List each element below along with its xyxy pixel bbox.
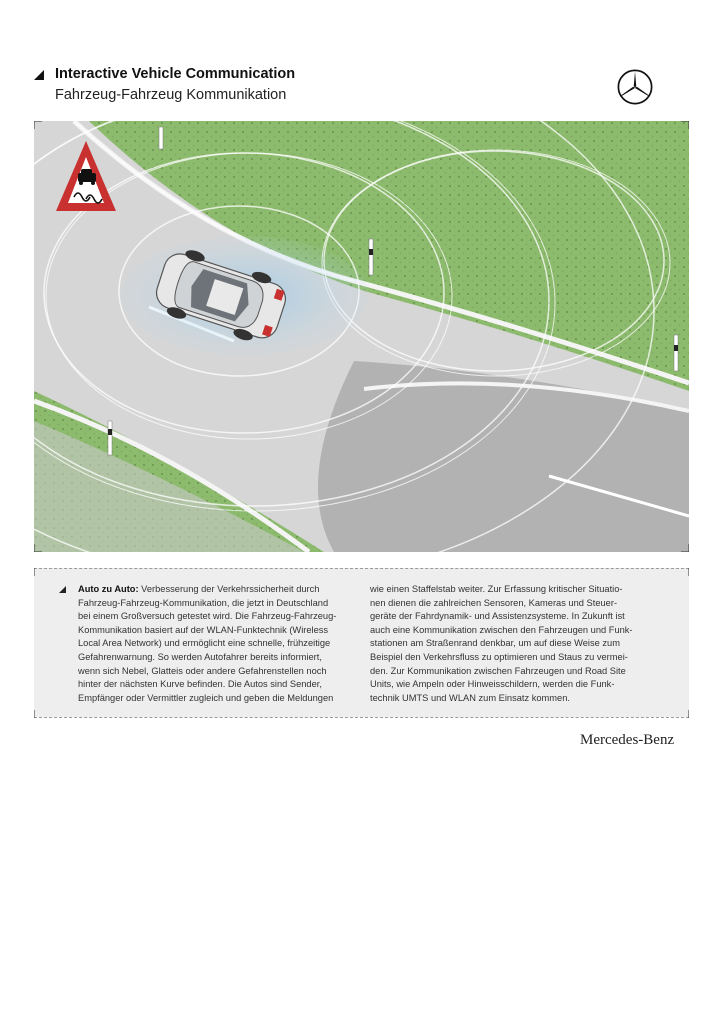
text-line: bei einem Großversuch getestet wird. Die Fahrzeug-Fahrzeug- (78, 611, 337, 622)
text-line (78, 583, 336, 597)
text-line: den. Zur Kommunikation zwischen Fahrzeugen und Road Site (370, 665, 626, 676)
divider (34, 568, 689, 569)
text-line: wie einen Staffelstab weiter. Zur Erfassung kritischer Situatio- (370, 584, 623, 594)
divider (34, 717, 689, 718)
text-line: Local Area Network) und ermöglicht eine schnelle, frühzeitige (78, 638, 331, 649)
text-line: hinter der nächsten Kurve befinden. Die Autos sind Sender, (78, 679, 322, 690)
page-title: Interactive Vehicle Communication (55, 66, 296, 82)
mercedes-star-logo-icon (616, 68, 654, 106)
header-triangle-icon (34, 70, 44, 80)
text-line: Gefahrenwarnung. So werden Autofahrer bereits informiert, (78, 651, 322, 662)
header (34, 66, 689, 110)
text-line: stationen am Straßenrand denkbar, um auf diese Weise zum (370, 638, 620, 649)
text-line: Beispiel den Verkehrsfluss zu optimieren und Staus zu vermei- (370, 651, 628, 662)
text-line: geräte der Fahrdynamik- und Assistenzsysteme. In Zukunft ist (370, 611, 625, 622)
text-line: nen dienen die zahlreichen Sensoren, Kameras und Steuer- (370, 597, 618, 608)
text-column-2 (370, 583, 633, 705)
bullet-triangle-icon (59, 586, 66, 593)
text-line: Kommunikation basiert auf der WLAN-Funktechnik (Wireless (78, 624, 329, 635)
lead-label: Auto zu Auto: (78, 584, 139, 594)
text-line-rest: Verbesserung der Verkehrssicherheit durch (138, 584, 320, 594)
text-column-1 (78, 583, 336, 705)
text-line: Fahrzeug-Fahrzeug-Kommunikation, die jetzt in Deutschland (78, 597, 329, 608)
page-subtitle: Fahrzeug-Fahrzeug Kommunikation (55, 87, 287, 103)
brand-wordmark: Mercedes-Benz (580, 732, 675, 748)
text-line: wenn sich Nebel, Glatteis oder andere Gefahrenstellen noch (78, 665, 327, 676)
road-scene (34, 121, 689, 552)
text-line: auch eine Kommunikation zwischen den Fahrzeugen und Funk- (370, 624, 633, 635)
text-line: Empfänger oder Vermittler zugleich und geben die Meldungen (78, 692, 334, 703)
text-line: technik UMTS und WLAN zum Einsatz kommen. (370, 692, 570, 703)
text-line: Units, wie Ampeln oder Hinweisschildern, werden die Funk- (370, 679, 615, 690)
illustration (34, 121, 689, 552)
